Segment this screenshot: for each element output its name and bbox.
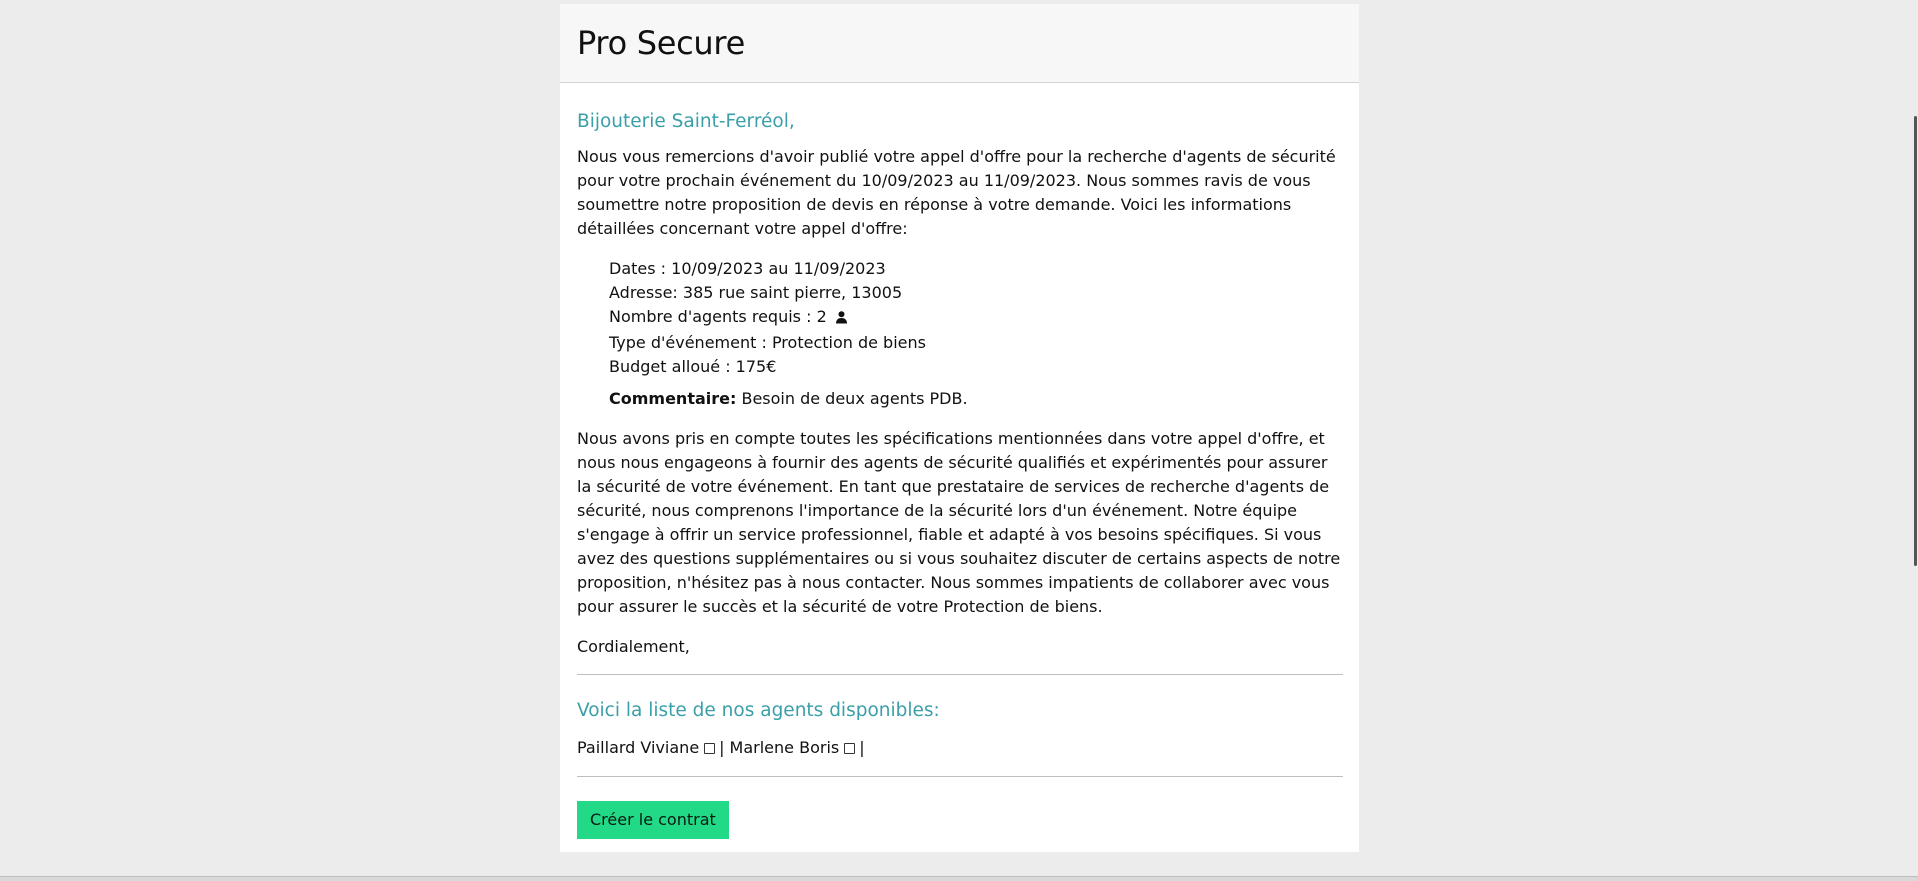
agent-checkbox[interactable]	[844, 743, 855, 754]
comment	[609, 387, 1343, 411]
agent-separator: |	[859, 738, 865, 757]
detail-dates: Dates : 10/09/2023 au 11/09/2023	[609, 259, 886, 278]
divider	[577, 674, 1343, 675]
comment-label: Commentaire:	[609, 389, 737, 408]
comment-text: Besoin de deux agents PDB.	[736, 389, 968, 408]
card-body	[560, 109, 1359, 839]
create-contract-button[interactable]: Créer le contrat	[577, 801, 729, 839]
body-paragraph: Nous avons pris en compte toutes les spécifications mentionnées dans votre appel d'offre, et nous nous engageons à fournir des agents de sécurité qualifiés et expérimentés pour assurer la sécurité de votre événement. En tant que prestataire de services de recherche d'agents de sécurité, nous comprenons l'importance de la sécurité lors d'un événement. Notre équipe s'engage à offrir un service professionnel, fiable et adapté à vos besoins spécifiques. Si vous avez des questions supplémentaires ou si vous souhaitez discuter de certains aspects de notre proposition, n'hésitez pas à nous contacter. Nous sommes impatients de collaborer avec vous pour assurer le succès et la sécurité de votre Protection de biens.	[577, 429, 1341, 616]
agent-checkbox[interactable]	[704, 743, 715, 754]
person-icon	[836, 307, 847, 331]
detail-budget: Budget alloué : 175€	[609, 357, 777, 376]
app-title: Pro Secure	[577, 24, 745, 62]
agent-separator: |	[719, 738, 725, 757]
detail-event-type: Type d'événement : Protection de biens	[609, 333, 926, 352]
divider	[577, 776, 1343, 777]
agents-required-text: Nombre d'agents requis : 2	[609, 307, 827, 326]
intro-paragraph: Nous vous remercions d'avoir publié votre appel d'offre pour la recherche d'agents de sécurité pour votre prochain événement du 10/09/2023 au 11/09/2023. Nous sommes ravis de vous soumettre notre proposition de devis en réponse à votre demande. Voici les informations détaillées concernant votre appel d'offre:	[577, 147, 1336, 238]
quote-card	[560, 4, 1359, 852]
detail-agents-required	[609, 305, 1343, 331]
horizontal-scrollbar[interactable]	[0, 876, 1918, 881]
agents-title: Voici la liste de nos agents disponibles:	[577, 700, 940, 721]
detail-address: Adresse: 385 rue saint pierre, 13005	[609, 283, 903, 302]
agent-name: Paillard Viviane	[577, 738, 700, 757]
card-header	[560, 4, 1359, 83]
scrollbar-thumb[interactable]	[1914, 116, 1917, 566]
agents-list	[577, 736, 1343, 760]
client-greeting: Bijouterie Saint-Ferréol,	[577, 111, 795, 132]
closing: Cordialement,	[577, 637, 690, 656]
agent-name: Marlene Boris	[729, 738, 840, 757]
scrollbar[interactable]	[1908, 0, 1918, 881]
offer-details	[609, 257, 1343, 379]
